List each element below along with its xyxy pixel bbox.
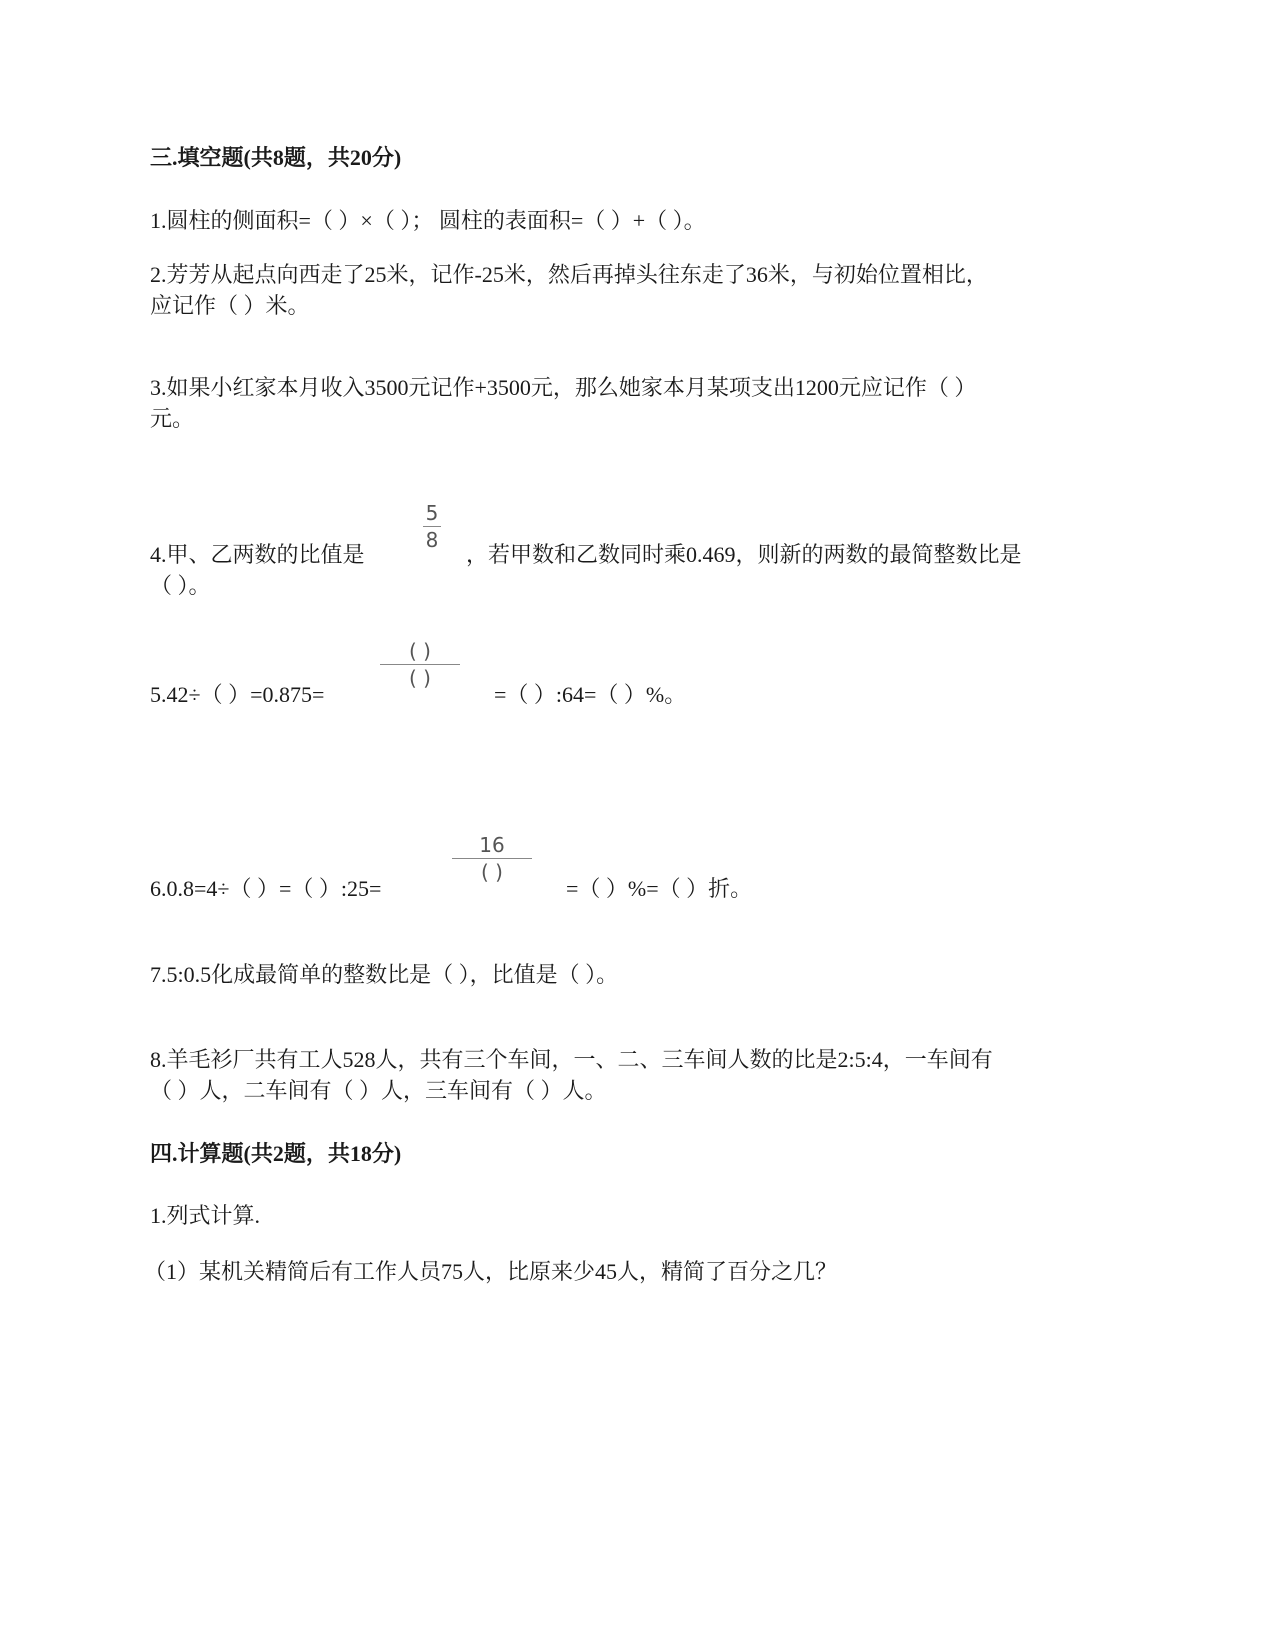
fraction-denominator: ( ): [409, 666, 431, 690]
question-3-8-line-2: （ ）人，二车间有（ ）人，三车间有（ ）人。: [150, 1078, 607, 1103]
question-3-5-text-before: 5.42÷（ ）=0.875=: [150, 682, 325, 707]
section-3-title: 三.填空题(共8题，共20分): [150, 145, 402, 170]
question-3-4-text-before: 4.甲、乙两数的比值是: [150, 542, 365, 567]
question-3-2-line-1: 2.芳芳从起点向西走了25米，记作-25米，然后再掉头往东走了36米，与初始位置相比，: [150, 262, 988, 287]
fraction-blank-blank: [380, 638, 460, 691]
question-4-1: 1.列式计算.: [150, 1203, 261, 1228]
section-4-title: 四.计算题(共2题，共18分): [150, 1141, 402, 1166]
question-3-4-text-after: ，若甲数和乙数同时乘0.469，则新的两数的最简整数比是: [466, 542, 1022, 567]
fraction-numerator: 5: [425, 501, 439, 525]
question-3-4-line-2: （ ）。: [150, 573, 211, 598]
question-3-3-line-1: 3.如果小红家本月收入3500元记作+3500元，那么她家本月某项支出1200元应记作（ ）: [150, 375, 977, 400]
fraction-numerator: 16: [479, 833, 505, 857]
question-3-6-text-after: =（ ）%=（ ）折。: [566, 876, 753, 901]
fraction-denominator: ( ): [481, 860, 503, 884]
fraction-5-8: [392, 500, 472, 553]
question-3-1: 1.圆柱的侧面积=（ ）×（ ）； 圆柱的表面积=（ ）+（ ）。: [150, 208, 706, 233]
question-3-5-text-after: =（ ）:64=（ ）%。: [494, 682, 687, 707]
question-3-3-line-2: 元。: [150, 406, 195, 431]
question-3-6-text-before: 6.0.8=4÷（ ）=（ ）:25=: [150, 876, 382, 901]
fraction-16-blank: [452, 832, 532, 885]
question-3-2-line-2: 应记作（ ）米。: [150, 293, 310, 318]
question-3-7: 7.5:0.5化成最简单的整数比是（ ），比值是（ ）。: [150, 962, 619, 987]
question-4-1-sub-1: （1）某机关精简后有工作人员75人，比原来少45人，精简了百分之几？: [144, 1259, 838, 1284]
fraction-numerator: ( ): [409, 639, 431, 663]
question-3-8-line-1: 8.羊毛衫厂共有工人528人，共有三个车间，一、二、三车间人数的比是2:5:4，一车间有: [150, 1047, 993, 1072]
fraction-denominator: 8: [425, 528, 439, 552]
